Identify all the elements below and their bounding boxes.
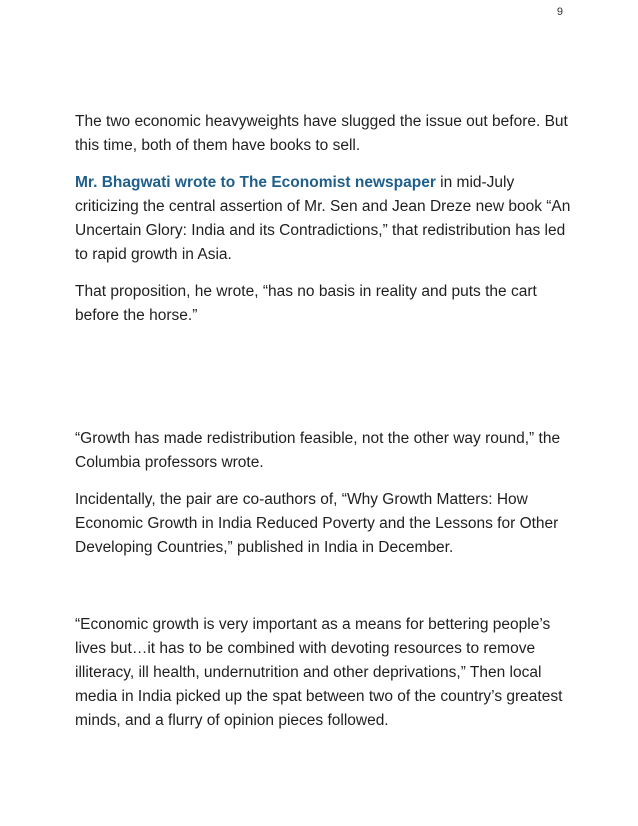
page-number: 9	[556, 6, 563, 18]
paragraph-5: Incidentally, the pair are co-authors of, “Why Growth Matters: How Economic Growth in India Reduced Poverty and the Lessons for Other Developing Countries,” published in India in December.	[75, 491, 559, 556]
economist-letter-link[interactable]: Mr. Bhagwati wrote to The Economist newspaper	[75, 174, 436, 191]
document-body	[75, 110, 575, 733]
paragraph-2-text: in mid-July criticizing the central assertion of Mr. Sen and Jean Dreze new book “An Uncertain Glory: India and its Contradictions,” that redistribution has led to rapid growth in Asia.	[75, 174, 571, 263]
paragraph-2	[75, 171, 575, 267]
paragraph-6: “Economic growth is very important as a means for bettering people’s lives but…it has to be combined with devoting resources to remove illiteracy, ill health, undernutrition and other deprivations,” Then local media in India picked up the spat between two of the country’s greatest minds, and a flurry of opinion pieces followed.	[75, 616, 563, 729]
paragraph-4: “Growth has made redistribution feasible, not the other way round,” the Columbia professors wrote.	[75, 430, 561, 471]
paragraph-3: That proposition, he wrote, “has no basis in reality and puts the cart before the horse.”	[75, 283, 537, 324]
paragraph-1: The two economic heavyweights have slugged the issue out before. But this time, both of them have books to sell.	[75, 113, 568, 154]
